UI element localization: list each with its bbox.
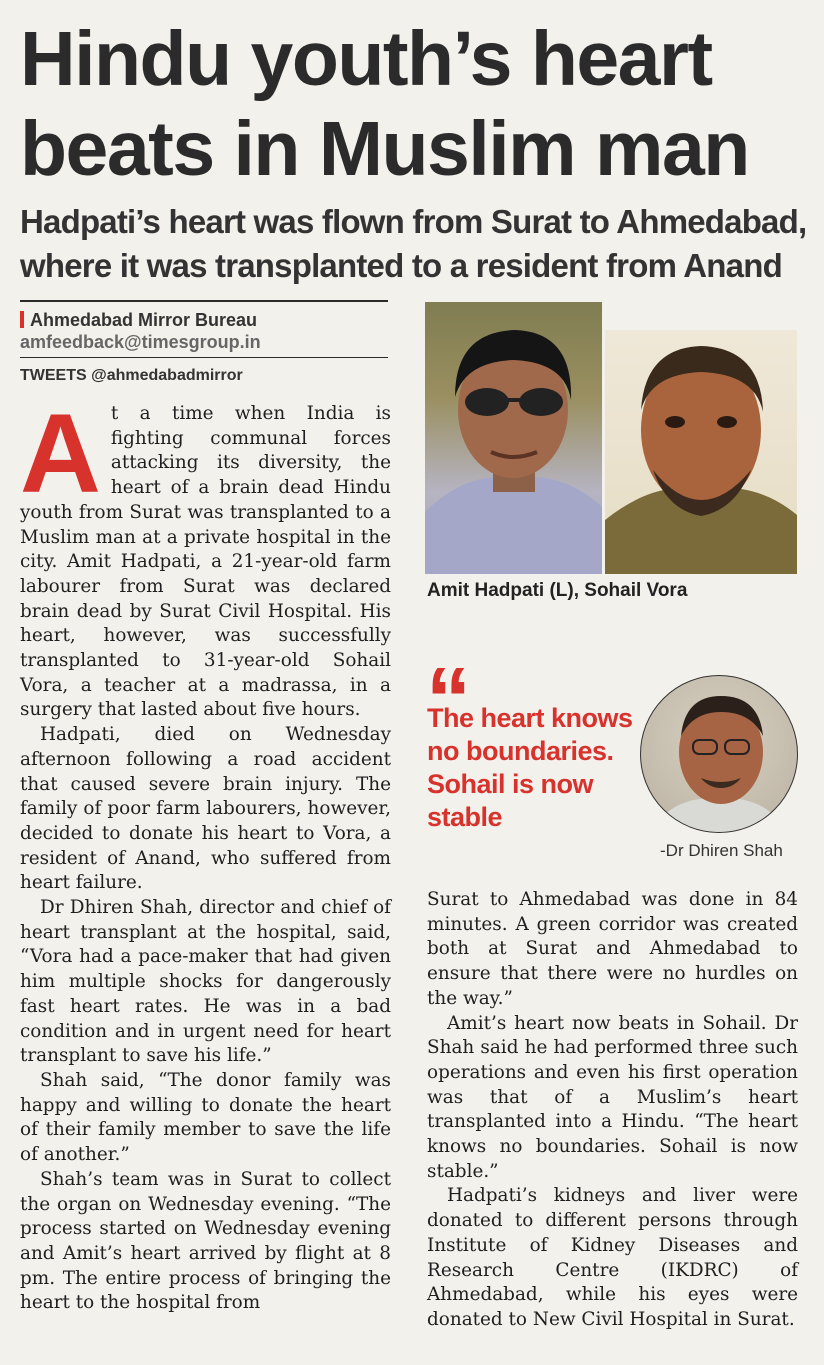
byline-top-rule [20,300,388,302]
article-paragraph: Amit’s heart now beats in Sohail. Dr Shah said he had performed three such operations and even his first operation was that of a Muslim’s heart transplanted into a Hindu. “The heart knows no boundaries. Sohail is now stable.” [427,1012,798,1182]
byline-bottom-rule [20,357,388,358]
portrait-illustration [641,676,797,832]
article-paragraph: Shah said, “The donor family was happy and willing to donate the heart of their family member to save the life of another.” [20,1069,391,1166]
portrait-illustration [605,330,797,574]
quote-mark-icon: “ [426,650,471,750]
byline-accent-bar [20,311,24,328]
photo-sohail-vora [605,330,797,574]
pull-quote: The heart knows no boundaries. Sohail is now stable [427,703,633,832]
article-paragraph: Surat to Ahmedabad was done in 84 minutes. A green corridor was created both at Surat and Ahmedabad to ensure that there were no hurdles on the way.” [427,889,798,1009]
drop-cap: A [20,391,101,516]
deck-subheadline: Hadpati’s heart was flown from Surat to Ahmedabad, where it was transplanted to a resident from Anand [20,203,807,284]
article-paragraph: Shah’s team was in Surat to collect the organ on Wednesday evening. “The process started on Wednesday evening and Amit’s heart arrived by flight at 8 pm. The entire process of bringing the heart to the hospital from [20,1168,391,1314]
bureau-name: Ahmedabad Mirror Bureau [30,310,258,330]
article-paragraph: Dr Dhiren Shah, director and chief of heart transplant at the hospital, said, “Vora had a pace-maker that had given him multiple shocks for dangerously fast heart rates. He was in a bad condition and in urgent need for heart transplant to save his life.” [20,897,391,1067]
photo-caption: Amit Hadpati (L), Sohail Vora [427,580,688,601]
article-paragraph: At a time when India is fighting communal forces attacking its diversity, the heart of a brain dead Hindu youth from Surat was transplanted to a Muslim man at a private hospital in the city. Amit Hadpati, a 21-year-old farm labourer from Surat was declared brain dead by Surat Civil Hospital. His heart, however, was successfully transplanted to 31-year-old Sohail Vora, a teacher at a madrassa, in a surgery that lasted about five hours. [20,391,391,721]
photo-dr-dhiren-shah [640,675,798,833]
headline: Hindu youth’s heart beats in Muslim man [20,16,749,192]
tweets-handle: TWEETS @ahmedabadmirror [20,367,243,384]
photo-amit-hadpati [425,302,602,574]
article-paragraph: Hadpati, died on Wednesday afternoon following a road accident that caused severe brain injury. The family of poor farm labourers, however, decided to donate his heart to Vora, a resident of Anand, who suffered from heart failure. [20,724,391,894]
article-paragraph: Hadpati’s kidneys and liver were donated to different persons through Institute of Kidney Diseases and Research Centre (IKDRC) of Ahmedabad, while his eyes were donated to New Civil Hospital in Surat. [427,1185,798,1330]
article-column-left [20,391,391,1316]
byline [20,309,388,353]
portrait-illustration [425,302,602,574]
pull-quote-attribution: -Dr Dhiren Shah [660,841,783,860]
article-column-right [427,888,798,1333]
byline-email: amfeedback@timesgroup.in [20,332,261,352]
